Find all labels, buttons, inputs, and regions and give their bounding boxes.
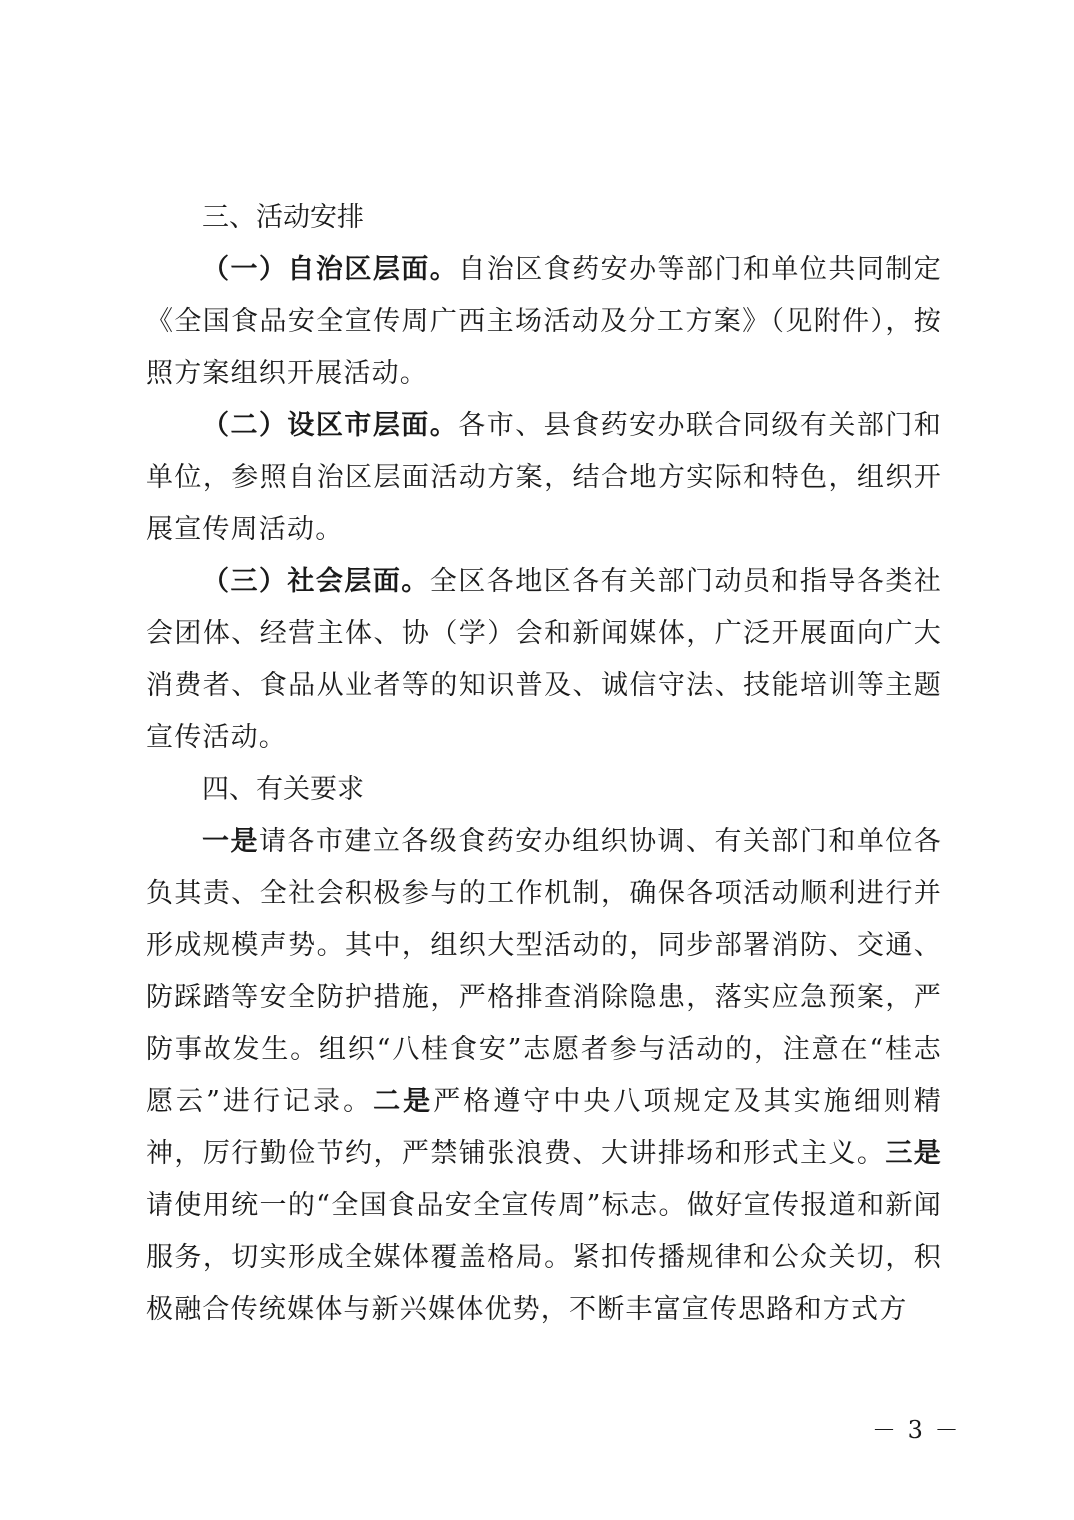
requirement-body-3: 请使用统一的“全国食品安全宣传周”标志。做好宣传报道和新闻服务，切实形成全媒体覆盖格局。紧扣传播规律和公众关切，积极融合传统媒体与新兴媒体优势，不断丰富宣传思路和方式方 xyxy=(146,1190,942,1325)
requirement-lead-2: 二是 xyxy=(373,1086,434,1117)
paragraph-lead: （一）自治区层面。 xyxy=(202,254,459,285)
paragraph-requirements xyxy=(146,816,942,1336)
document-body xyxy=(146,192,942,1336)
paragraph-autonomous-region-level xyxy=(146,244,942,400)
paragraph-lead: （三）社会层面。 xyxy=(202,566,430,597)
requirement-lead-3: 三是 xyxy=(885,1138,942,1169)
paragraph-body: 自治区食药安办等部门和单位共同制定《全国食品安全宣传周广西主场活动及分工方案》（见附件），按照方案组织开展活动。 xyxy=(146,254,942,389)
paragraph-society-level xyxy=(146,556,942,764)
paragraph-city-level xyxy=(146,400,942,556)
requirement-body-2: 严格遵守中央八项规定及其实施细则精神，厉行勤俭节约，严禁铺张浪费、大讲排场和形式主义。 xyxy=(146,1086,942,1169)
paragraph-body: 全区各地区各有关部门动员和指导各类社会团体、经营主体、协（学）会和新闻媒体，广泛开展面向广大消费者、食品从业者等的知识普及、诚信守法、技能培训等主题宣传活动。 xyxy=(146,566,942,753)
paragraph-body: 各市、县食药安办联合同级有关部门和单位，参照自治区层面活动方案，结合地方实际和特色，组织开展宣传周活动。 xyxy=(146,410,942,545)
page-number: － 3 － xyxy=(872,1416,961,1444)
section-heading-activity-arrangement: 三、活动安排 xyxy=(202,202,364,233)
section-heading-requirements: 四、有关要求 xyxy=(202,774,364,805)
paragraph-lead: （二）设区市层面。 xyxy=(202,410,459,441)
requirement-body-1: 请各市建立各级食药安办组织协调、有关部门和单位各负其责、全社会积极参与的工作机制，确保各项活动顺利进行并形成规模声势。其中，组织大型活动的，同步部署消防、交通、防踩踏等安全防护措施，严格排查消除隐患，落实应急预案，严防事故发生。组织“八桂食安”志愿者参与活动的，注意在“桂志愿云”进行记录。 xyxy=(146,826,942,1117)
requirement-lead-1: 一是 xyxy=(202,826,259,857)
